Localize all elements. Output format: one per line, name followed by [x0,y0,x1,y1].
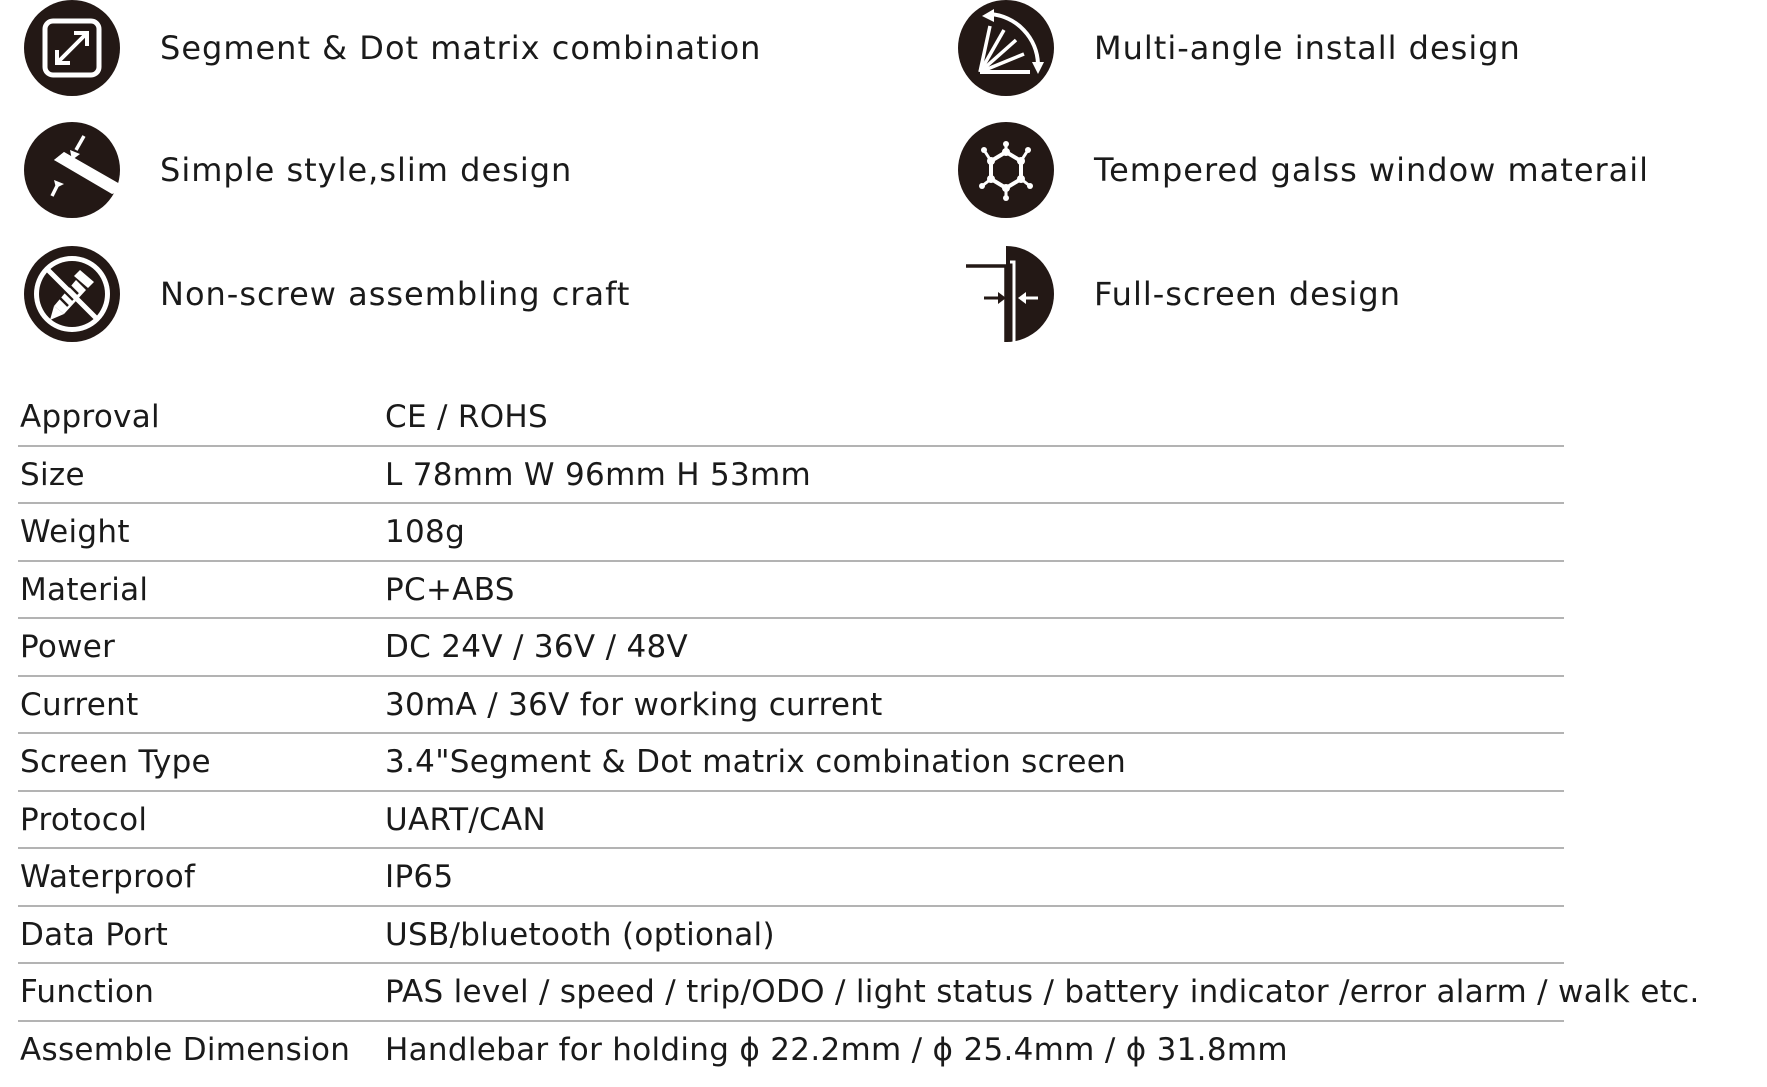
spec-key: Assemble Dimension [20,1031,351,1068]
feature-label: Non-screw assembling craft [160,275,631,313]
full-screen-edge-icon [958,246,1054,342]
spec-key: Approval [20,399,160,435]
spec-key: Power [20,629,116,665]
spec-row-function [18,964,1700,1022]
no-screw-icon [24,246,120,342]
spec-row-assemble-dimension [18,1022,1564,1080]
molecule-icon [958,122,1054,218]
feature-list [0,0,1767,380]
spec-value: CE / ROHS [385,399,549,435]
feature-slim-design [24,120,572,220]
feature-label: Tempered galss window materail [1094,151,1650,189]
feature-label: Full-screen design [1094,275,1401,313]
expand-arrows-icon [24,0,120,96]
spec-value: PC+ABS [385,571,515,608]
spec-row-waterproof [18,849,1564,907]
spec-key: Screen Type [20,744,211,780]
spec-key: Weight [20,514,130,550]
spec-value: 3.4"Segment & Dot matrix combination screen [385,744,1127,780]
feature-segment-dot-matrix [24,0,761,98]
spec-value: USB/bluetooth (optional) [385,916,775,953]
feature-label: Multi-angle install design [1094,29,1521,67]
spec-key: Protocol [20,801,148,838]
spec-key: Data Port [20,916,169,953]
spec-key: Material [20,571,149,608]
feature-full-screen [958,244,1401,344]
spec-row-power [18,619,1564,677]
spec-table [18,389,1700,1079]
spec-value: IP65 [385,859,454,895]
feature-non-screw [24,244,630,344]
spec-row-screen-type [18,734,1564,792]
spec-row-current [18,677,1564,735]
feature-label: Segment & Dot matrix combination [160,29,762,67]
spec-row-data-port [18,907,1564,965]
spec-value: 30mA / 36V for working current [385,686,883,723]
spec-value: 108g [385,514,466,550]
spec-row-protocol [18,792,1564,850]
spec-value: UART/CAN [385,801,547,838]
spec-row-size [18,447,1564,505]
spec-row-material [18,562,1564,620]
spec-row-approval [18,389,1564,447]
feature-multi-angle [958,0,1521,98]
spec-row-weight [18,504,1564,562]
spec-value: Handlebar for holding ϕ 22.2mm / ϕ 25.4mm / ϕ 31.8mm [385,1031,1288,1068]
spec-key: Function [20,974,155,1010]
spec-value: PAS level / speed / trip/ODO / light status / battery indicator /error alarm / walk etc. [385,974,1700,1010]
spec-value: L 78mm W 96mm H 53mm [385,456,812,493]
rotation-angle-icon [958,0,1054,96]
feature-label: Simple style,slim design [160,151,573,189]
spec-key: Waterproof [20,859,196,895]
spec-key: Current [20,686,139,723]
feature-tempered-glass [958,120,1649,220]
spec-value: DC 24V / 36V / 48V [385,629,689,665]
slim-profile-icon [24,122,120,218]
spec-key: Size [20,456,85,493]
